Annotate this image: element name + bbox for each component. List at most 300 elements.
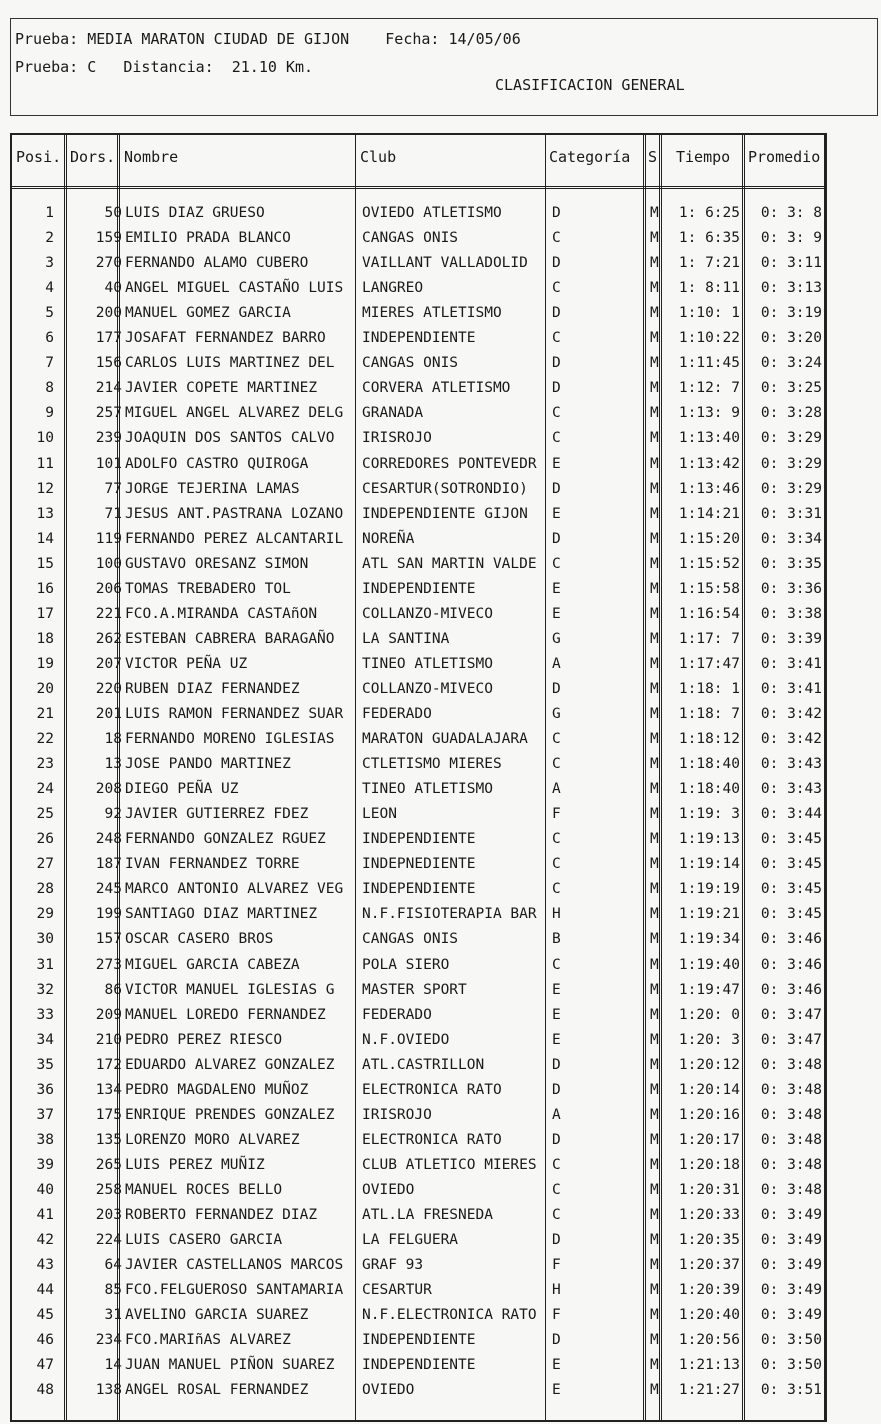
sex-cell: M — [650, 1207, 659, 1223]
club-cell: GRANADA — [362, 405, 424, 422]
club-cell: N.F.OVIEDO — [362, 1031, 450, 1048]
bib-number-cell: 85 — [104, 1282, 122, 1299]
bib-number-cell: 209 — [95, 1006, 122, 1023]
pace-cell: 0: 3:49 — [760, 1232, 822, 1249]
time-cell: 1:20:14 — [678, 1081, 740, 1098]
name-cell: JOAQUIN DOS SANTOS CALVO — [125, 430, 335, 447]
name-cell: EMILIO PRADA BLANCO — [125, 230, 291, 247]
time-cell: 1:18:12 — [678, 731, 740, 748]
sex-cell: M — [650, 1282, 659, 1299]
position-cell: 38 — [36, 1131, 54, 1148]
name-cell: MIGUEL ANGEL ALVAREZ DELG — [125, 405, 344, 422]
sex-cell: M — [650, 555, 659, 572]
time-cell: 1:10:22 — [678, 330, 740, 347]
club-cell: LA FELGUERA — [362, 1232, 459, 1249]
pace-cell: 0: 3:49 — [760, 1282, 822, 1299]
pace-cell: 0: 3:19 — [760, 305, 822, 322]
category-cell: C — [552, 881, 561, 898]
bib-number-cell: 262 — [95, 630, 122, 647]
category-cell: A — [552, 1106, 561, 1123]
sex-cell: M — [650, 230, 659, 247]
time-cell: 1:19:40 — [678, 956, 740, 973]
table-row — [0, 276, 881, 301]
name-cell: SANTIAGO DIAZ MARTINEZ — [125, 906, 318, 923]
time-cell: 1:19:47 — [678, 981, 740, 998]
bib-number-cell: 224 — [95, 1232, 122, 1249]
sex-cell: M — [650, 330, 659, 347]
category-cell: G — [552, 706, 561, 722]
time-cell: 1:20:16 — [678, 1106, 740, 1123]
category-cell: E — [552, 580, 561, 597]
pace-cell: 0: 3:38 — [760, 605, 822, 622]
sex-cell: M — [650, 931, 659, 948]
position-cell: 42 — [36, 1232, 54, 1249]
position-cell: 44 — [36, 1282, 54, 1299]
pace-cell: 0: 3:46 — [760, 956, 822, 973]
bib-number-cell: 187 — [95, 856, 122, 873]
bib-number-cell: 257 — [95, 405, 122, 422]
pace-cell: 0: 3:39 — [760, 630, 822, 647]
bib-number-cell: 175 — [95, 1106, 122, 1123]
col-header-nombre: Nombre — [124, 148, 179, 166]
table-row — [0, 752, 881, 777]
pace-cell: 0: 3:28 — [760, 405, 822, 422]
name-cell: JOSAFAT FERNANDEZ BARRO — [125, 330, 326, 347]
time-cell: 1:21:27 — [678, 1382, 740, 1399]
position-cell: 24 — [36, 781, 54, 798]
pace-cell: 0: 3:48 — [760, 1156, 822, 1173]
pace-cell: 0: 3:20 — [760, 330, 822, 347]
category-cell: C — [552, 405, 561, 422]
sex-cell: M — [650, 1232, 659, 1249]
name-cell: LUIS CASERO GARCIA — [125, 1232, 283, 1249]
name-cell: DIEGO PEÑA UZ — [125, 781, 239, 798]
club-cell: MIERES ATLETISMO — [362, 305, 502, 322]
time-cell: 1:19:13 — [678, 831, 740, 848]
position-cell: 15 — [36, 555, 54, 572]
name-cell: JORGE TEJERINA LAMAS — [125, 480, 300, 497]
table-row — [0, 226, 881, 251]
category-cell: D — [552, 1131, 561, 1148]
sex-cell: M — [650, 380, 659, 397]
name-cell: MANUEL ROCES BELLO — [125, 1181, 283, 1198]
sex-cell: M — [650, 455, 659, 472]
sex-cell: M — [650, 1257, 659, 1274]
category-cell: E — [552, 605, 561, 622]
club-cell: N.F.ELECTRONICA RATO — [362, 1307, 537, 1324]
club-cell: CLUB ATLETICO MIERES — [362, 1156, 537, 1173]
position-cell: 23 — [36, 756, 54, 773]
category-cell: F — [552, 806, 561, 823]
sex-cell: M — [650, 630, 659, 647]
sex-cell: M — [650, 1382, 659, 1399]
sex-cell: M — [650, 1056, 659, 1073]
club-cell: TINEO ATLETISMO — [362, 655, 493, 672]
category-cell: D — [552, 255, 561, 272]
name-cell: PEDRO PEREZ RIESCO — [125, 1031, 283, 1048]
category-cell: C — [552, 731, 561, 748]
name-cell: ENRIQUE PRENDES GONZALEZ — [125, 1106, 335, 1123]
table-row — [0, 978, 881, 1003]
sex-cell: M — [650, 731, 659, 748]
club-cell: INDEPENDIENTE GIJON — [362, 505, 528, 522]
category-cell: C — [552, 1181, 561, 1198]
name-cell: FERNANDO ALAMO CUBERO — [125, 255, 309, 272]
pace-cell: 0: 3:41 — [760, 655, 822, 672]
bib-number-cell: 248 — [95, 831, 122, 848]
position-cell: 20 — [36, 680, 54, 697]
name-cell: ANGEL MIGUEL CASTAÑO LUIS — [125, 280, 344, 297]
bib-number-cell: 13 — [104, 756, 122, 773]
club-cell: COLLANZO-MIVECO — [362, 680, 493, 697]
bib-number-cell: 50 — [104, 205, 122, 221]
bib-number-cell: 199 — [95, 906, 122, 923]
time-cell: 1:20:56 — [678, 1332, 740, 1349]
position-cell: 19 — [36, 655, 54, 672]
time-cell: 1:18:40 — [678, 781, 740, 798]
sex-cell: M — [650, 1031, 659, 1048]
name-cell: VICTOR MANUEL IGLESIAS G — [125, 981, 335, 998]
category-cell: D — [552, 305, 561, 322]
category-cell: D — [552, 680, 561, 697]
position-cell: 4 — [45, 280, 54, 297]
name-cell: MANUEL LOREDO FERNANDEZ — [125, 1006, 326, 1023]
bib-number-cell: 210 — [95, 1031, 122, 1048]
category-cell: C — [552, 756, 561, 773]
time-cell: 1:20:40 — [678, 1307, 740, 1324]
category-cell: E — [552, 981, 561, 998]
sex-cell: M — [650, 981, 659, 998]
club-cell: ATL.LA FRESNEDA — [362, 1207, 493, 1223]
pace-cell: 0: 3:13 — [760, 280, 822, 297]
table-row — [0, 602, 881, 627]
bib-number-cell: 245 — [95, 881, 122, 898]
name-cell: JAVIER CASTELLANOS MARCOS — [125, 1257, 344, 1274]
pace-cell: 0: 3:45 — [760, 906, 822, 923]
sex-cell: M — [650, 881, 659, 898]
time-cell: 1:18: 7 — [678, 706, 740, 722]
table-row — [0, 477, 881, 502]
table-row — [0, 251, 881, 276]
category-cell: D — [552, 1081, 561, 1098]
pace-cell: 0: 3:49 — [760, 1257, 822, 1274]
position-cell: 17 — [36, 605, 54, 622]
category-cell: C — [552, 280, 561, 297]
table-row — [0, 1353, 881, 1378]
table-row — [0, 1153, 881, 1178]
club-cell: FEDERADO — [362, 706, 432, 722]
category-cell: C — [552, 1156, 561, 1173]
table-row — [0, 201, 881, 226]
bib-number-cell: 258 — [95, 1181, 122, 1198]
table-row — [0, 1103, 881, 1128]
time-cell: 1:20:37 — [678, 1257, 740, 1274]
pace-cell: 0: 3:29 — [760, 430, 822, 447]
position-cell: 30 — [36, 931, 54, 948]
position-cell: 29 — [36, 906, 54, 923]
pace-cell: 0: 3:29 — [760, 455, 822, 472]
name-cell: JOSE PANDO MARTINEZ — [125, 756, 291, 773]
time-cell: 1:17:47 — [678, 655, 740, 672]
name-cell: JUAN MANUEL PIÑON SUAREZ — [125, 1357, 335, 1374]
table-row — [0, 1328, 881, 1353]
name-cell: IVAN FERNANDEZ TORRE — [125, 856, 300, 873]
position-cell: 10 — [36, 430, 54, 447]
position-cell: 41 — [36, 1207, 54, 1223]
time-cell: 1:20:35 — [678, 1232, 740, 1249]
time-cell: 1:20:18 — [678, 1156, 740, 1173]
time-cell: 1:19: 3 — [678, 806, 740, 823]
pace-cell: 0: 3:49 — [760, 1307, 822, 1324]
time-cell: 1:17: 7 — [678, 630, 740, 647]
name-cell: FERNANDO MORENO IGLESIAS — [125, 731, 335, 748]
bib-number-cell: 220 — [95, 680, 122, 697]
name-cell: EDUARDO ALVAREZ GONZALEZ — [125, 1056, 335, 1073]
table-row — [0, 527, 881, 552]
time-cell: 1: 6:35 — [678, 230, 740, 247]
club-cell: IRISROJO — [362, 430, 432, 447]
time-cell: 1:10: 1 — [678, 305, 740, 322]
table-row — [0, 1228, 881, 1253]
sex-cell: M — [650, 305, 659, 322]
time-cell: 1:14:21 — [678, 505, 740, 522]
category-cell: H — [552, 906, 561, 923]
name-cell: PEDRO MAGDALENO MUÑOZ — [125, 1081, 309, 1098]
club-cell: ELECTRONICA RATO — [362, 1081, 502, 1098]
pace-cell: 0: 3:48 — [760, 1056, 822, 1073]
time-cell: 1:13: 9 — [678, 405, 740, 422]
bib-number-cell: 64 — [104, 1257, 122, 1274]
race-info-line: Prueba: MEDIA MARATON CIUDAD DE GIJON Fecha: 14/05/06 — [15, 30, 521, 48]
table-row — [0, 702, 881, 727]
table-row — [0, 877, 881, 902]
category-cell: C — [552, 1207, 561, 1223]
table-row — [0, 426, 881, 451]
time-cell: 1: 6:25 — [678, 205, 740, 221]
bib-number-cell: 40 — [104, 280, 122, 297]
category-cell: A — [552, 655, 561, 672]
table-row — [0, 1378, 881, 1403]
position-cell: 12 — [36, 480, 54, 497]
club-cell: CANGAS ONIS — [362, 230, 459, 247]
sex-cell: M — [650, 430, 659, 447]
position-cell: 13 — [36, 505, 54, 522]
pace-cell: 0: 3:34 — [760, 530, 822, 547]
time-cell: 1: 8:11 — [678, 280, 740, 297]
pace-cell: 0: 3:48 — [760, 1131, 822, 1148]
table-row — [0, 802, 881, 827]
category-cell: C — [552, 856, 561, 873]
sex-cell: M — [650, 1131, 659, 1148]
bib-number-cell: 203 — [95, 1207, 122, 1223]
sex-cell: M — [650, 906, 659, 923]
club-cell: INDEPENDIENTE — [362, 580, 476, 597]
name-cell: LUIS RAMON FERNANDEZ SUAR — [125, 706, 344, 722]
table-row — [0, 502, 881, 527]
position-cell: 3 — [45, 255, 54, 272]
pace-cell: 0: 3:43 — [760, 781, 822, 798]
position-cell: 47 — [36, 1357, 54, 1374]
bib-number-cell: 157 — [95, 931, 122, 948]
name-cell: MIGUEL GARCIA CABEZA — [125, 956, 300, 973]
position-cell: 22 — [36, 731, 54, 748]
bib-number-cell: 31 — [104, 1307, 122, 1324]
bib-number-cell: 200 — [95, 305, 122, 322]
time-cell: 1:16:54 — [678, 605, 740, 622]
time-cell: 1:12: 7 — [678, 380, 740, 397]
bib-number-cell: 119 — [95, 530, 122, 547]
club-cell: IRISROJO — [362, 1106, 432, 1123]
category-cell: C — [552, 330, 561, 347]
bib-number-cell: 214 — [95, 380, 122, 397]
name-cell: GUSTAVO ORESANZ SIMON — [125, 555, 309, 572]
club-cell: MARATON GUADALAJARA — [362, 731, 528, 748]
club-cell: CORREDORES PONTEVEDR — [362, 455, 537, 472]
category-cell: E — [552, 1357, 561, 1374]
pace-cell: 0: 3:51 — [760, 1382, 822, 1399]
category-cell: D — [552, 380, 561, 397]
time-cell: 1:21:13 — [678, 1357, 740, 1374]
sex-cell: M — [650, 756, 659, 773]
time-cell: 1:20:12 — [678, 1056, 740, 1073]
name-cell: MANUEL GOMEZ GARCIA — [125, 305, 291, 322]
header-separator — [12, 186, 825, 189]
club-cell: CORVERA ATLETISMO — [362, 380, 511, 397]
sex-cell: M — [650, 480, 659, 497]
sex-cell: M — [650, 856, 659, 873]
pace-cell: 0: 3:36 — [760, 580, 822, 597]
time-cell: 1:18:40 — [678, 756, 740, 773]
name-cell: ADOLFO CASTRO QUIROGA — [125, 455, 309, 472]
pace-cell: 0: 3:45 — [760, 881, 822, 898]
sex-cell: M — [650, 1106, 659, 1123]
club-cell: VAILLANT VALLADOLID — [362, 255, 528, 272]
time-cell: 1: 7:21 — [678, 255, 740, 272]
position-cell: 25 — [36, 806, 54, 823]
name-cell: FCO.MARIñAS ALVAREZ — [125, 1332, 291, 1349]
time-cell: 1:15:58 — [678, 580, 740, 597]
club-cell: CTLETISMO MIERES — [362, 756, 502, 773]
col-header-tiempo: Tiempo — [676, 148, 731, 166]
club-cell: INDEPENDIENTE — [362, 330, 476, 347]
sex-cell: M — [650, 806, 659, 823]
position-cell: 35 — [36, 1056, 54, 1073]
club-cell: CANGAS ONIS — [362, 355, 459, 372]
table-row — [0, 577, 881, 602]
club-cell: INDEPNEDIENTE — [362, 856, 476, 873]
name-cell: ANGEL ROSAL FERNANDEZ — [125, 1382, 309, 1399]
pace-cell: 0: 3:45 — [760, 856, 822, 873]
table-row — [0, 1253, 881, 1278]
category-cell: D — [552, 1332, 561, 1349]
name-cell: LUIS DIAZ GRUESO — [125, 205, 265, 221]
time-cell: 1:13:40 — [678, 430, 740, 447]
position-cell: 40 — [36, 1181, 54, 1198]
bib-number-cell: 177 — [95, 330, 122, 347]
sex-cell: M — [650, 1307, 659, 1324]
category-cell: E — [552, 455, 561, 472]
table-row — [0, 452, 881, 477]
bib-number-cell: 206 — [95, 580, 122, 597]
time-cell: 1:20:33 — [678, 1207, 740, 1223]
category-cell: C — [552, 230, 561, 247]
sex-cell: M — [650, 580, 659, 597]
pace-cell: 0: 3:46 — [760, 931, 822, 948]
bib-number-cell: 14 — [104, 1357, 122, 1374]
category-cell: F — [552, 1257, 561, 1274]
time-cell: 1:11:45 — [678, 355, 740, 372]
club-cell: INDEPENDIENTE — [362, 831, 476, 848]
table-row — [0, 376, 881, 401]
club-cell: OVIEDO ATLETISMO — [362, 205, 502, 221]
category-cell: C — [552, 831, 561, 848]
time-cell: 1:15:20 — [678, 530, 740, 547]
club-cell: ATL SAN MARTIN VALDE — [362, 555, 537, 572]
position-cell: 2 — [45, 230, 54, 247]
position-cell: 33 — [36, 1006, 54, 1023]
table-row — [0, 351, 881, 376]
name-cell: JAVIER COPETE MARTINEZ — [125, 380, 318, 397]
position-cell: 36 — [36, 1081, 54, 1098]
sex-cell: M — [650, 1357, 659, 1374]
bib-number-cell: 101 — [95, 455, 122, 472]
category-cell: D — [552, 480, 561, 497]
table-row — [0, 1203, 881, 1228]
category-cell: C — [552, 430, 561, 447]
sex-cell: M — [650, 831, 659, 848]
club-cell: TINEO ATLETISMO — [362, 781, 493, 798]
name-cell: VICTOR PEÑA UZ — [125, 655, 248, 672]
table-row — [0, 1078, 881, 1103]
name-cell: ESTEBAN CABRERA BARAGAÑO — [125, 630, 335, 647]
category-cell: C — [552, 956, 561, 973]
club-cell: MASTER SPORT — [362, 981, 467, 998]
position-cell: 27 — [36, 856, 54, 873]
position-cell: 7 — [45, 355, 54, 372]
club-cell: ATL.CASTRILLON — [362, 1056, 485, 1073]
position-cell: 14 — [36, 530, 54, 547]
col-header-promedio: Promedio — [748, 148, 821, 166]
bib-number-cell: 201 — [95, 706, 122, 722]
position-cell: 5 — [45, 305, 54, 322]
name-cell: FCO.A.MIRANDA CASTAñON — [125, 605, 318, 622]
name-cell: OSCAR CASERO BROS — [125, 931, 274, 948]
table-row — [0, 652, 881, 677]
sex-cell: M — [650, 1081, 659, 1098]
name-cell: MARCO ANTONIO ALVAREZ VEG — [125, 881, 344, 898]
club-cell: OVIEDO — [362, 1382, 415, 1399]
name-cell: LUIS PEREZ MUÑIZ — [125, 1156, 265, 1173]
pace-cell: 0: 3:50 — [760, 1357, 822, 1374]
table-row — [0, 777, 881, 802]
col-header-sexo: S — [648, 148, 658, 166]
time-cell: 1:19:21 — [678, 906, 740, 923]
name-cell: FCO.FELGUEROSO SANTAMARIA — [125, 1282, 344, 1299]
name-cell: AVELINO GARCIA SUAREZ — [125, 1307, 309, 1324]
pace-cell: 0: 3:49 — [760, 1207, 822, 1223]
category-cell: E — [552, 1031, 561, 1048]
pace-cell: 0: 3:42 — [760, 706, 822, 722]
time-cell: 1:13:42 — [678, 455, 740, 472]
pace-cell: 0: 3: 8 — [760, 205, 822, 221]
time-cell: 1:20:31 — [678, 1181, 740, 1198]
time-cell: 1:19:19 — [678, 881, 740, 898]
sex-cell: M — [650, 280, 659, 297]
bib-number-cell: 159 — [95, 230, 122, 247]
name-cell: JAVIER GUTIERREZ FDEZ — [125, 806, 309, 823]
category-cell: D — [552, 205, 561, 221]
pace-cell: 0: 3:44 — [760, 806, 822, 823]
